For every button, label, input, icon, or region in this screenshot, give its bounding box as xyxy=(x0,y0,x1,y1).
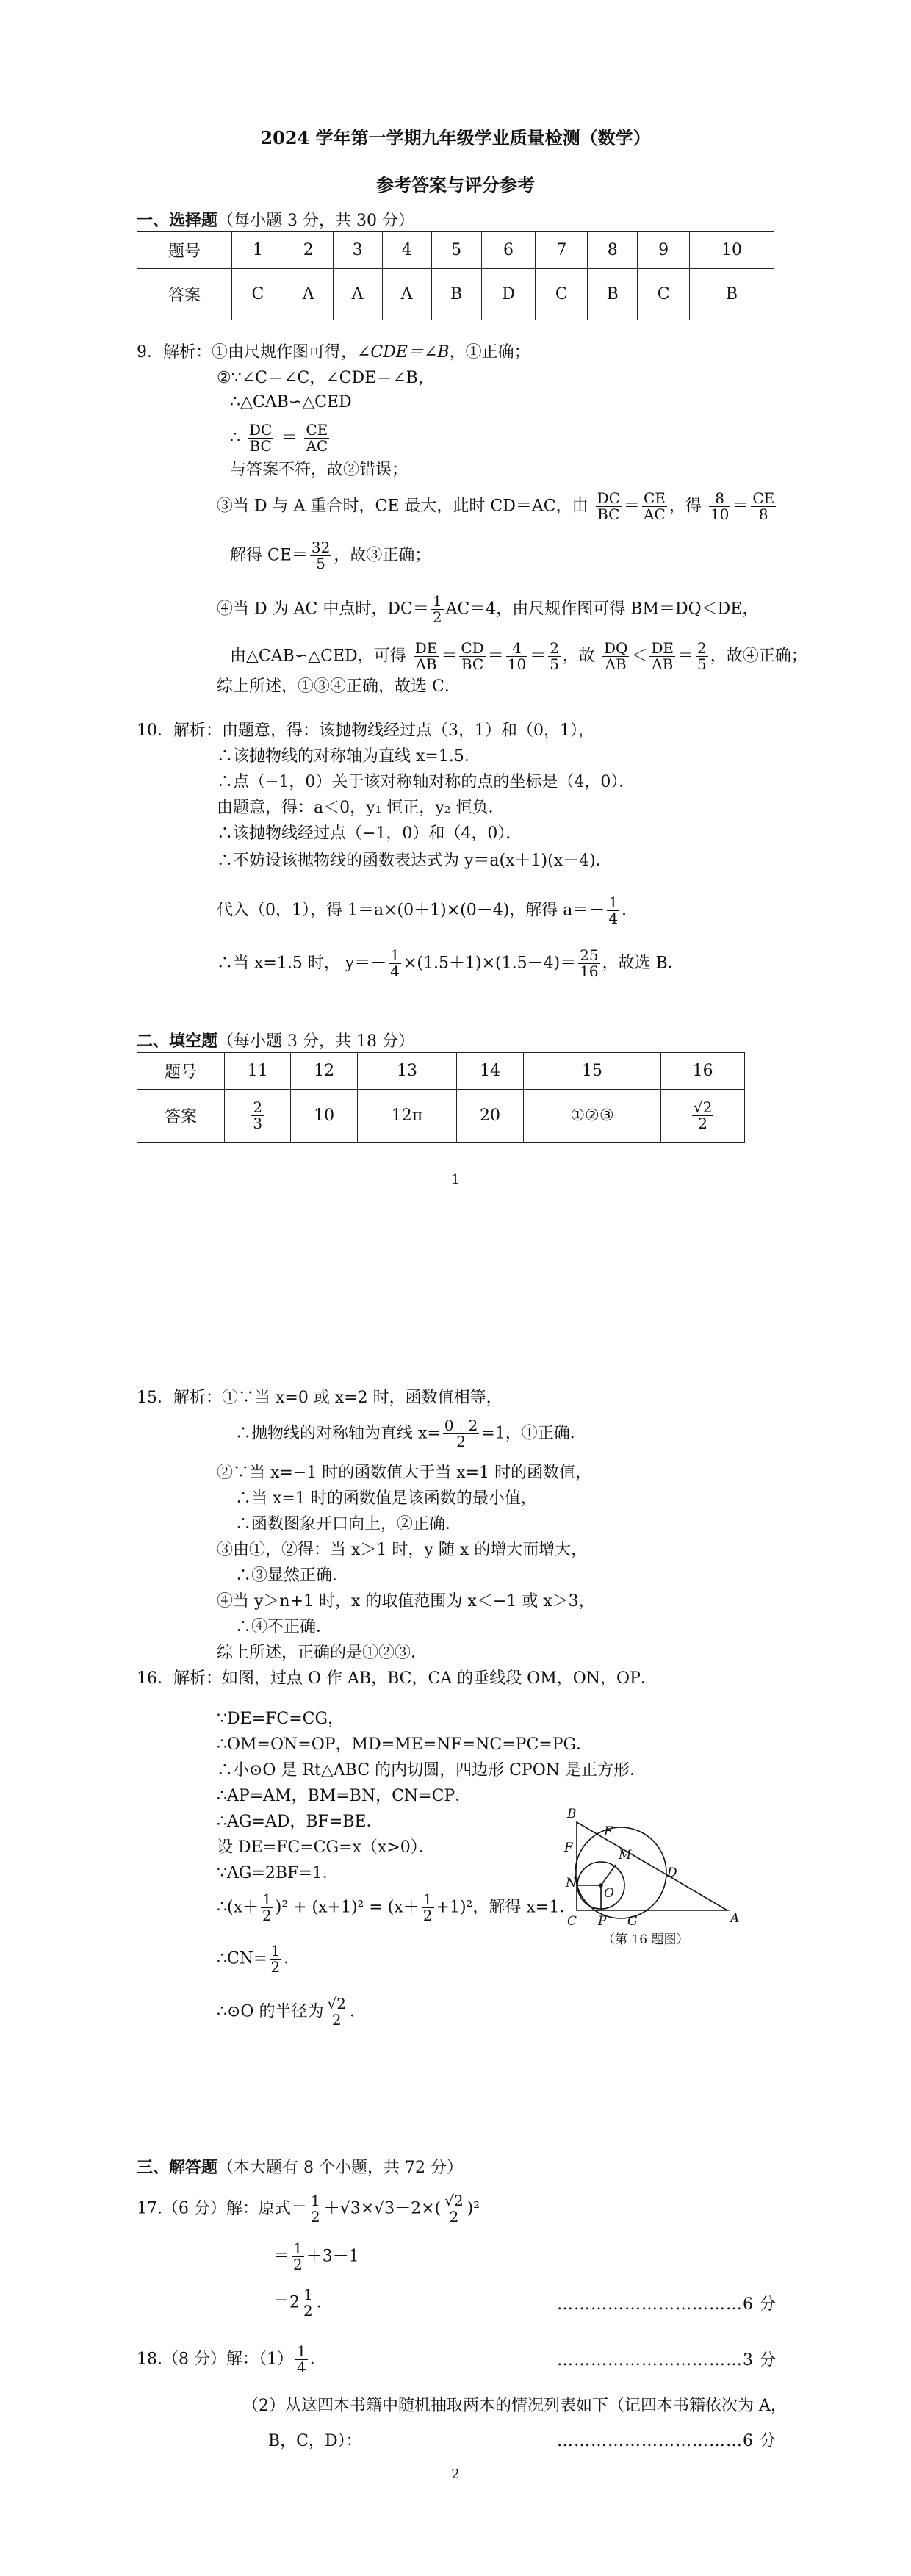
q16-line xyxy=(217,1996,366,2028)
table-cell: 答案 xyxy=(137,1090,225,1143)
q9-text: ，故④正确； xyxy=(710,647,807,666)
fraction-numerator: DC xyxy=(249,421,273,439)
q17-text: 17.（6 分）解：原式＝ xyxy=(137,2199,307,2218)
table-cell: 16 xyxy=(661,1053,745,1090)
fraction-denominator: 5 xyxy=(697,655,707,673)
fraction-denominator: 2 xyxy=(432,608,442,626)
q9-text: 9．解析：①由尺规作图可得， xyxy=(137,343,357,361)
point-label-g: G xyxy=(627,1914,638,1929)
center-dot xyxy=(599,1884,602,1887)
table-cell: 11 xyxy=(225,1053,291,1090)
q16-line: ∴AP=AM，BM=BN，CN=CP． xyxy=(217,1787,472,1805)
q16-text: ∴(x＋ xyxy=(217,1898,259,1917)
table-cell: 9 xyxy=(638,232,690,269)
fraction xyxy=(506,641,527,672)
fraction xyxy=(309,2193,322,2225)
q9-line: 综上所述，①③④正确，故选 C． xyxy=(217,677,461,696)
q18-line xyxy=(137,2344,326,2375)
fraction xyxy=(596,491,622,522)
fill-section-heading xyxy=(137,1029,414,1051)
q18-line: B，C，D）： xyxy=(268,2432,362,2450)
q10-line: 由题意，得：a＜0，y₁ 恒正，y₂ 恒负． xyxy=(217,799,505,817)
fraction xyxy=(414,641,439,672)
equals-sign: ＝ xyxy=(281,428,298,447)
page-number: 1 xyxy=(451,1172,460,1187)
fraction-denominator: 5 xyxy=(550,655,559,673)
segment-om xyxy=(601,1865,616,1885)
table-cell: 3 xyxy=(333,232,382,269)
fraction-numerator: 2 xyxy=(550,639,559,657)
q18-line: （2）从这四本书籍中随机抽取两本的情况列表如下（记四本书籍依次为 A， xyxy=(242,2397,787,2415)
fraction-numerator: DQ xyxy=(603,639,628,657)
q9-text: DC＝ xyxy=(387,600,429,619)
fraction xyxy=(302,2287,314,2319)
fraction-denominator: BC xyxy=(461,655,484,673)
q9-line xyxy=(217,594,758,625)
table-cell: ①②③ xyxy=(523,1090,661,1143)
q10-line: ∴不妨设该抛物线的函数表达式为 y＝a(x＋1)(x－4)． xyxy=(217,852,612,870)
fraction-denominator: 16 xyxy=(580,963,599,980)
q16-text: ． xyxy=(349,2002,366,2021)
table-cell: B xyxy=(588,269,638,320)
table-cell: B xyxy=(689,269,774,320)
fraction xyxy=(751,491,776,522)
q15-line: 15．解析：①∵当 x=0 或 x=2 时，函数值相等， xyxy=(137,1389,503,1407)
fraction xyxy=(578,948,599,979)
fraction-numerator: CE xyxy=(643,489,666,507)
page-title: 2024 学年第一学期九年级学业质量检测（数学） xyxy=(260,127,651,148)
q18-text: 18.（8 分）解：（1） xyxy=(137,2350,293,2369)
equals-sign: ＝ xyxy=(623,497,640,516)
answer-section-heading xyxy=(137,2155,463,2178)
q9-line xyxy=(230,422,331,454)
q9-text: ，得 xyxy=(669,497,702,516)
fraction-denominator: AC xyxy=(306,437,328,455)
table-cell: C xyxy=(638,269,690,320)
q15-line: ④当 y＞n+1 时，x 的取值范围为 x＜−1 或 x＞3， xyxy=(217,1592,595,1611)
q9-text: ，故 xyxy=(562,647,595,666)
q17-text: ＝2 xyxy=(273,2293,300,2312)
fraction-numerator: 0＋2 xyxy=(444,1417,478,1434)
fraction-denominator: 4 xyxy=(390,963,400,980)
q16-line: ∵AG=2BF=1． xyxy=(217,1864,339,1882)
q9-line: 与答案不符，故②错误； xyxy=(230,461,408,479)
table-cell: A xyxy=(333,269,382,320)
q18-score-2: ……………………………6 分 xyxy=(557,2432,777,2450)
page-2 xyxy=(0,1367,911,2576)
q15-line: ∴③显然正确． xyxy=(235,1566,349,1585)
fill-section-note: （每小题 3 分，共 18 分） xyxy=(217,1032,414,1051)
q16-line xyxy=(217,1892,575,1924)
fraction-numerator: 25 xyxy=(580,946,599,964)
fraction-numerator: 1 xyxy=(432,592,442,610)
page-1 xyxy=(0,0,911,1249)
q9-text: AC＝4，由尺规作图可得 BM＝DQ＜DE， xyxy=(445,600,759,619)
fraction xyxy=(251,1100,264,1132)
q16-line: ∵DE=FC=CG， xyxy=(217,1710,345,1728)
table-cell: 题号 xyxy=(137,232,232,269)
fraction-denominator: 2 xyxy=(293,2256,303,2273)
q15-text: ∴抛物线的对称轴为直线 x= xyxy=(235,1424,441,1443)
q17-line xyxy=(273,2241,359,2273)
fraction-numerator: CE xyxy=(306,421,328,439)
point-label-d: D xyxy=(667,1866,677,1880)
choice-section-heading xyxy=(137,208,414,231)
fraction-numerator: 8 xyxy=(709,491,730,507)
fill-number-row xyxy=(137,1053,745,1090)
table-cell: 7 xyxy=(536,232,588,269)
fraction-numerator: 1 xyxy=(422,1890,433,1908)
q9-line xyxy=(230,540,431,572)
q16-text: ∴⊙O 的半径为 xyxy=(217,2002,324,2021)
table-cell: 答案 xyxy=(137,269,232,320)
fraction xyxy=(607,895,619,927)
point-label-e: E xyxy=(604,1824,613,1839)
fraction xyxy=(443,1418,479,1450)
fraction xyxy=(602,641,629,672)
table-cell xyxy=(225,1090,291,1143)
fraction-denominator: 2 xyxy=(449,2208,459,2226)
q16-text: ∴CN= xyxy=(217,1949,267,1968)
fraction-denominator: 10 xyxy=(507,655,527,673)
q10-text: ，故选 B． xyxy=(602,954,684,973)
q10-line: ∴点（−1，0）关于该对称轴对称的点的坐标是（4，0）． xyxy=(217,773,635,791)
less-than-sign: ＜ xyxy=(631,647,648,666)
point-label-c: C xyxy=(567,1914,577,1929)
fraction-denominator: AB xyxy=(605,655,627,673)
q16-figure xyxy=(544,1800,749,1947)
answer-section-note: （本大题有 8 个小题，共 72 分） xyxy=(217,2159,463,2177)
q10-text: ∴当 x=1.5 时， y＝－ xyxy=(217,954,387,973)
q16-figure-lines xyxy=(575,1822,727,1918)
fraction-denominator: BC xyxy=(249,437,272,455)
equals-sign: ＝ xyxy=(441,647,458,666)
fraction xyxy=(642,491,667,522)
fraction-numerator: CE xyxy=(752,489,775,507)
q17-text: )² xyxy=(467,2199,480,2218)
table-cell: 12π xyxy=(357,1090,456,1143)
choice-answer-table xyxy=(137,231,774,320)
q9-line xyxy=(217,491,778,522)
fraction-numerator: √2 xyxy=(327,1995,346,2012)
fraction xyxy=(270,1943,282,1975)
fraction-numerator: 4 xyxy=(506,641,527,657)
q16-line: 16．解析：如图，过点 O 作 AB，BC，CA 的垂线段 OM，ON，OP． xyxy=(137,1669,657,1688)
fraction xyxy=(295,2344,308,2375)
fraction xyxy=(422,1892,434,1924)
table-cell: 5 xyxy=(431,232,481,269)
point-label-m: M xyxy=(619,1848,632,1863)
fraction-numerator: DC xyxy=(597,489,620,507)
q10-line: 代入（0，1），得 1＝a×(0＋1)×(0－4)，解得 a＝－ $\frac{1}{4}$ ． xyxy=(217,893,638,927)
q17-line xyxy=(137,2193,480,2225)
fraction-numerator: DE xyxy=(414,639,438,657)
fraction-numerator: 1 xyxy=(608,893,619,911)
point-label-o: O xyxy=(604,1886,614,1901)
q18-text: ． xyxy=(309,2350,326,2369)
q17-text: ＋3－1 xyxy=(306,2247,359,2266)
q15-line: ∴函数图象开口向上，②正确． xyxy=(235,1515,462,1533)
table-cell: 13 xyxy=(357,1053,456,1090)
q10-text: ×(1.5＋1)×(1.5－4)＝ xyxy=(403,954,577,973)
q10-line: 10．解析：由题意，得：该抛物线经过点（3，1）和（0，1）， xyxy=(137,722,594,740)
fraction-numerator: 1 xyxy=(303,2286,313,2303)
q9-text: ∠CDE＝∠B xyxy=(357,343,450,361)
fraction xyxy=(443,2193,464,2225)
table-cell: B xyxy=(431,269,481,320)
fraction-numerator: 2 xyxy=(253,1098,263,1116)
table-cell: 6 xyxy=(481,232,536,269)
table-cell: 10 xyxy=(689,232,774,269)
fraction-denominator: 2 xyxy=(303,2302,313,2320)
q9-line xyxy=(230,641,807,672)
fraction-numerator: √2 xyxy=(444,2192,464,2209)
fraction-denominator: 10 xyxy=(710,506,730,523)
fill-answer-row xyxy=(137,1090,745,1143)
fraction-numerator: 1 xyxy=(262,1890,272,1908)
fraction-denominator: 2 xyxy=(698,1115,707,1132)
q16-line: ∴OM=ON=OP，MD=ME=NF=NC=PC=PG． xyxy=(217,1735,593,1754)
fraction-denominator: 2 xyxy=(456,1433,466,1450)
fraction-numerator: 32 xyxy=(311,539,331,556)
table-cell: 8 xyxy=(588,232,638,269)
fraction-denominator: 2 xyxy=(310,2208,320,2226)
table-cell: C xyxy=(232,269,284,320)
fraction xyxy=(548,641,561,672)
q15-line: ②∵当 x=−1 时的函数值大于当 x=1 时的函数值， xyxy=(217,1464,592,1482)
q17-text: ＋√3×√3－2×( xyxy=(323,2199,442,2218)
q16-line: ∴AG=AD，BF=BE． xyxy=(217,1813,383,1831)
fraction-denominator: 3 xyxy=(253,1115,263,1132)
page-number: 2 xyxy=(451,2467,460,2482)
fraction-denominator: 2 xyxy=(331,2011,342,2029)
fraction-denominator: AB xyxy=(415,655,437,673)
fraction xyxy=(248,422,273,454)
q17-text: ＝ xyxy=(273,2247,290,2266)
q16-text: ． xyxy=(284,1949,300,1968)
fraction xyxy=(459,641,485,672)
q9-line: ②∵∠C＝∠C，∠CDE＝∠B， xyxy=(217,369,434,387)
q17-score: ……………………………6 分 xyxy=(557,2295,777,2314)
fraction-numerator: 2 xyxy=(697,639,707,657)
fraction-numerator: CD xyxy=(461,639,484,657)
table-cell: 12 xyxy=(291,1053,357,1090)
fraction xyxy=(389,948,401,979)
fraction-denominator: 4 xyxy=(296,2359,306,2376)
q9-text: ，故③正确； xyxy=(334,546,431,565)
equals-sign: ＝ xyxy=(487,647,504,666)
q17-text: ． xyxy=(316,2293,333,2312)
table-cell: 14 xyxy=(457,1053,523,1090)
page-subtitle: 参考答案与评分参考 xyxy=(376,174,535,195)
fraction-numerator: √2 xyxy=(693,1098,713,1116)
point-label-a: A xyxy=(730,1911,740,1926)
point-label-p: P xyxy=(598,1914,607,1929)
fraction-denominator: 2 xyxy=(422,1907,433,1924)
fraction-numerator: 1 xyxy=(270,1942,281,1960)
q18-score-1: ……………………………3 分 xyxy=(557,2351,777,2370)
fraction xyxy=(709,491,730,522)
q9-text: ③当 D 与 A 重合时， xyxy=(217,497,375,516)
fill-answer-table xyxy=(137,1052,745,1143)
table-cell: 1 xyxy=(232,232,284,269)
q10-line: ∴该抛物线的对称轴为直线 x=1.5． xyxy=(217,747,480,766)
fraction-numerator: 1 xyxy=(293,2239,303,2257)
q15-line: 综上所述，正确的是①②③． xyxy=(217,1644,428,1662)
table-cell: 2 xyxy=(284,232,333,269)
q10-text: 代入（0，1），得 1＝a×(0＋1)×(0－4)，解得 a＝－ xyxy=(217,901,605,920)
q17-line xyxy=(273,2287,333,2319)
fraction-numerator: DE xyxy=(651,639,674,657)
equals-sign: ＝ xyxy=(732,497,749,516)
figure-caption: （第 16 题图） xyxy=(602,1932,689,1947)
fraction-denominator: 2 xyxy=(262,1907,272,1924)
fraction xyxy=(431,594,444,625)
table-cell: C xyxy=(536,269,588,320)
point-label-f: F xyxy=(564,1841,573,1855)
fraction xyxy=(292,2241,304,2273)
table-cell: 20 xyxy=(457,1090,523,1143)
q9-line: ∴△CAB∽△CED xyxy=(230,393,352,411)
fraction xyxy=(310,540,331,572)
q15-line xyxy=(235,1418,586,1450)
fraction-denominator: AB xyxy=(652,655,674,673)
table-cell: D xyxy=(481,269,536,320)
table-cell xyxy=(661,1090,745,1143)
fill-section-title: 二、填空题 xyxy=(137,1032,218,1051)
fraction xyxy=(649,641,675,672)
fraction-denominator: AC xyxy=(644,506,666,523)
equals-sign: ＝ xyxy=(530,647,547,666)
q9-text: CE 最大，此时 CD＝AC，由 xyxy=(375,497,588,516)
table-cell: 15 xyxy=(523,1053,661,1090)
table-cell: 题号 xyxy=(137,1053,225,1090)
fraction-denominator: 8 xyxy=(758,506,768,523)
answer-section-title: 三、解答题 xyxy=(137,2158,218,2177)
q15-text: =1，①正确． xyxy=(481,1424,586,1443)
q9-line xyxy=(137,342,530,364)
q9-text: ④当 D 为 AC 中点时， xyxy=(217,600,388,619)
choice-answer-row xyxy=(137,269,774,320)
fraction xyxy=(304,422,329,454)
q16-line: ∴小⊙O 是 Rt△ABC 的内切圆，四边形 CPON 是正方形． xyxy=(217,1761,646,1780)
fraction-denominator: 2 xyxy=(270,1958,281,1976)
point-label-b: B xyxy=(567,1807,577,1821)
table-cell: 4 xyxy=(382,232,431,269)
fraction xyxy=(692,1100,713,1132)
q10-line: ∴该抛物线经过点（−1，0）和（4，0）． xyxy=(217,824,522,843)
fraction-numerator: 1 xyxy=(296,2342,306,2360)
triangle-abc xyxy=(577,1822,727,1910)
q16-line: 设 DE=FC=CG=x（x>0）． xyxy=(217,1838,435,1857)
q16-text: )² + (x+1)² = (x＋ xyxy=(275,1898,420,1917)
q9-text: 由△CAB∽△CED，可得 xyxy=(230,647,406,666)
q15-line: ∴当 x=1 时的函数值是该函数的最小值， xyxy=(235,1489,537,1508)
choice-section-title: 一、选择题 xyxy=(137,211,218,230)
q9-text: ∴ xyxy=(230,428,240,447)
equals-sign: ＝ xyxy=(677,647,694,666)
fraction xyxy=(261,1892,273,1924)
q9-text: ，①正确； xyxy=(449,343,530,361)
table-cell: A xyxy=(382,269,431,320)
q10-line xyxy=(217,948,684,979)
fraction-numerator: 1 xyxy=(390,946,400,964)
fraction xyxy=(696,641,708,672)
choice-number-row xyxy=(137,232,774,269)
fraction-denominator: 4 xyxy=(608,910,619,927)
point-label-n: N xyxy=(566,1876,577,1890)
fraction-denominator: BC xyxy=(597,506,620,523)
fraction-numerator: 1 xyxy=(310,2192,320,2209)
choice-section-note: （每小题 3 分，共 30 分） xyxy=(217,212,414,230)
q9-text: 解得 CE＝ xyxy=(230,546,308,565)
q16-text: +1)²，解得 x=1． xyxy=(436,1898,576,1917)
fraction xyxy=(325,1996,347,2028)
q15-line: ∴④不正确． xyxy=(235,1618,333,1636)
table-cell: 10 xyxy=(291,1090,357,1143)
table-cell: A xyxy=(284,269,333,320)
fraction-denominator: 5 xyxy=(316,555,325,572)
q15-line: ③由①，②得：当 x＞1 时，y 随 x 的增大而增大， xyxy=(217,1541,588,1559)
q16-line xyxy=(217,1943,300,1975)
